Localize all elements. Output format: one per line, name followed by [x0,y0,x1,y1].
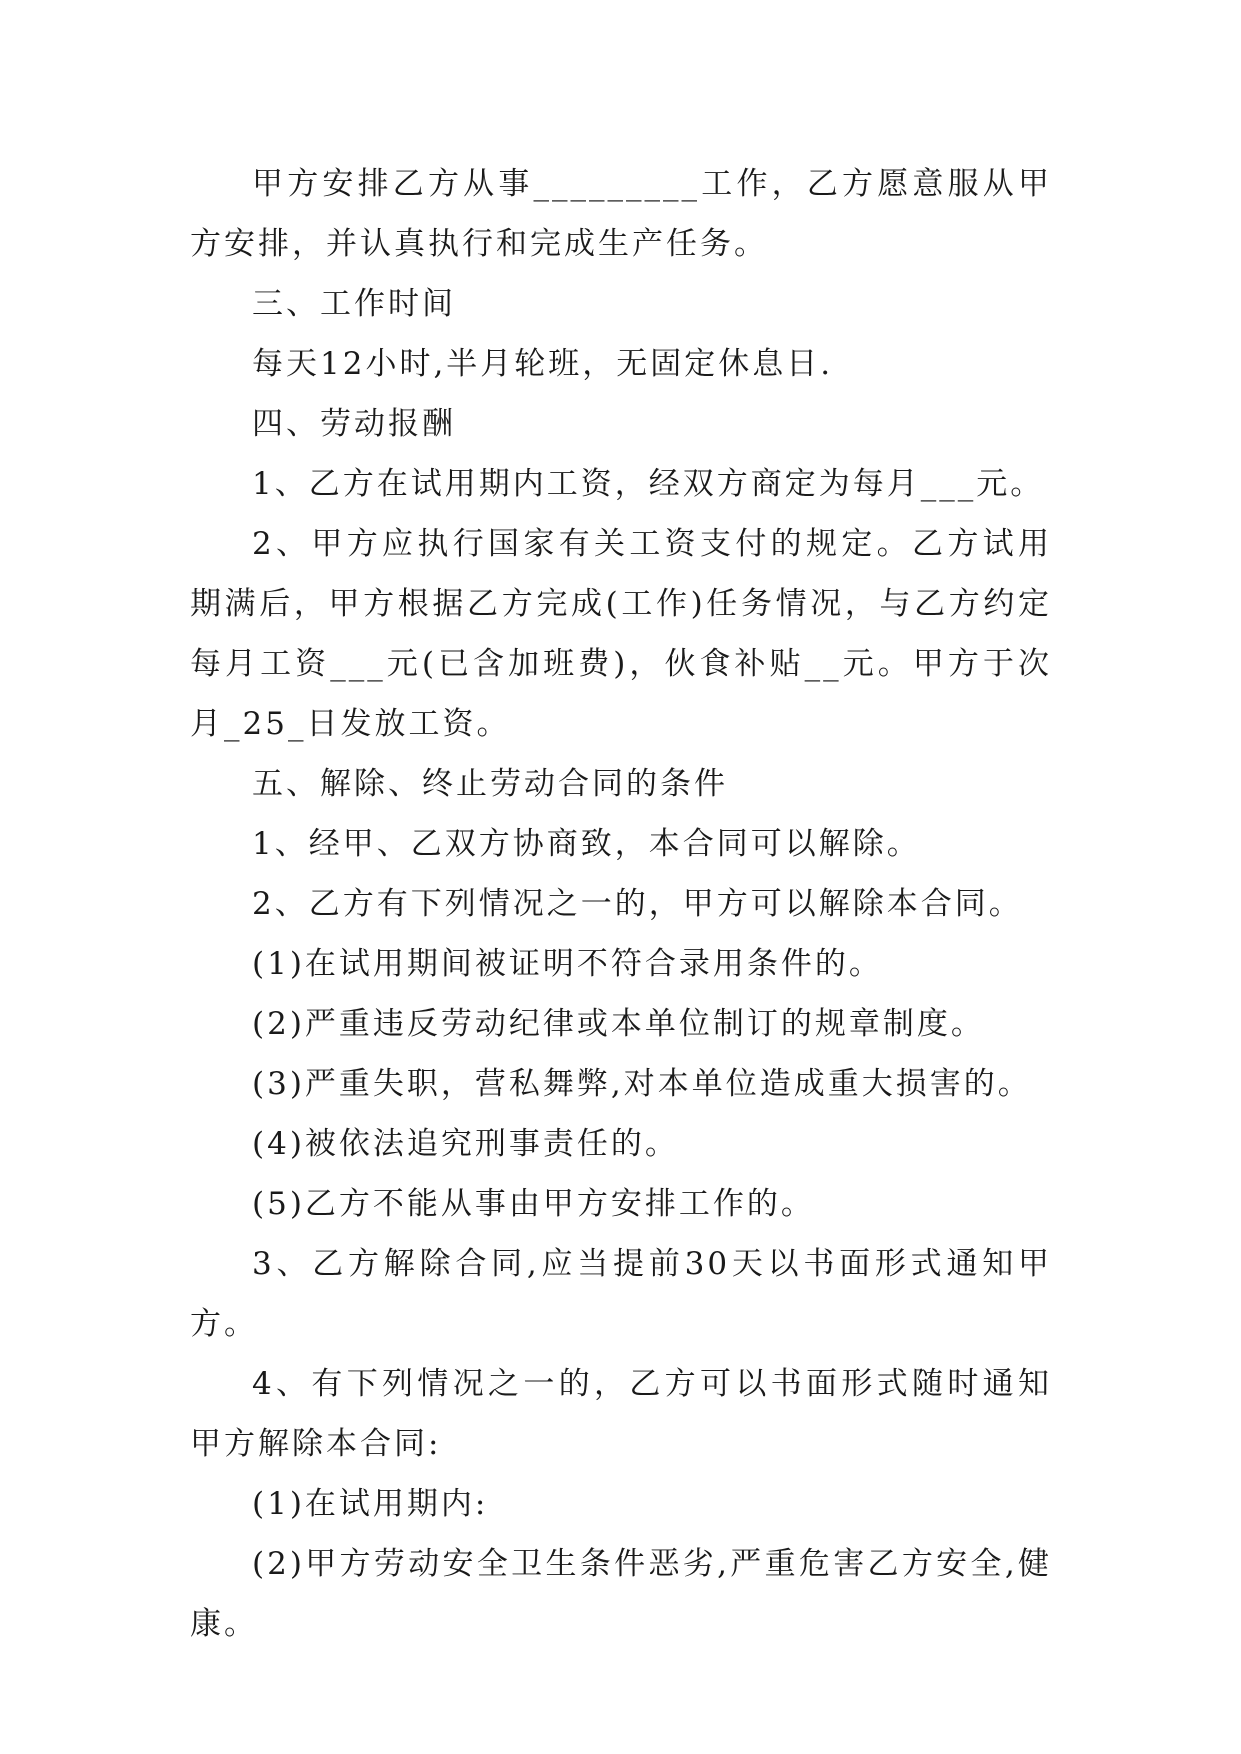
paragraph-employer-termination: 2、乙方有下列情况之一的，甲方可以解除本合同。 [252,886,1023,922]
paragraph-work-hours: 每天12小时,半月轮班，无固定休息日. [252,346,834,382]
list-item-criminal-liability: (4)被依法追究刑事责任的。 [252,1126,679,1162]
paragraph-salary-payment: 2、甲方应执行国家有关工资支付的规定。乙方试用期满后，甲方根据乙方完成(工作)任务情况，与乙方约定每月工资___元(已含加班费)，伙食补贴__元。甲方于次月_25_日发放工资。 [190,526,1052,742]
paragraph-mutual-termination: 1、经甲、乙双方协商致，本合同可以解除。 [252,826,921,862]
document-page [190,154,1052,1654]
list-item-during-probation: (1)在试用期内: [252,1486,489,1522]
list-item-probation-unqualified: (1)在试用期间被证明不符合录用条件的。 [252,946,883,982]
list-item-unsafe-conditions: (2)甲方劳动安全卫生条件恶劣,严重危害乙方安全,健康。 [190,1546,1052,1642]
list-item-negligence: (3)严重失职，营私舞弊,对本单位造成重大损害的。 [252,1066,1032,1102]
section-heading-termination: 五、解除、终止劳动合同的条件 [252,766,728,802]
paragraph-employee-immediate-termination: 4、有下列情况之一的，乙方可以书面形式随时通知甲方解除本合同: [190,1366,1052,1462]
paragraph-work-assignment: 甲方安排乙方从事_________工作，乙方愿意服从甲方安排，并认真执行和完成生产任务。 [190,166,1052,262]
paragraph-probation-salary: 1、乙方在试用期内工资，经双方商定为每月___元。 [252,466,1045,502]
list-item-discipline-violation: (2)严重违反劳动纪律或本单位制订的规章制度。 [252,1006,985,1042]
section-heading-remuneration: 四、劳动报酬 [252,406,456,442]
section-heading-work-time: 三、工作时间 [252,286,456,322]
list-item-unable-to-work: (5)乙方不能从事由甲方安排工作的。 [252,1186,815,1222]
paragraph-employee-notice: 3、乙方解除合同,应当提前30天以书面形式通知甲方。 [190,1246,1052,1342]
